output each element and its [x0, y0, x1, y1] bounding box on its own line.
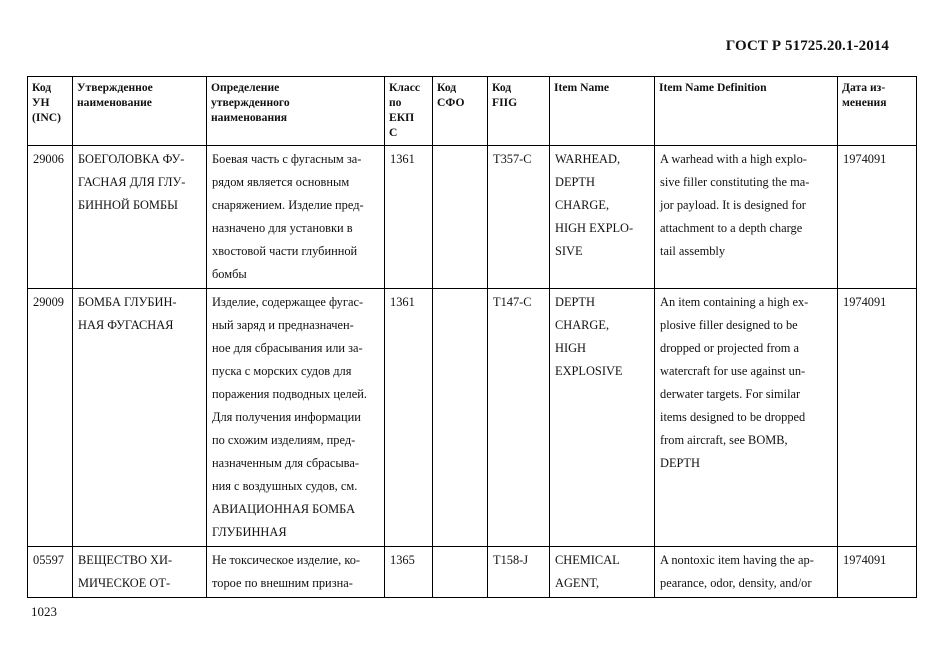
item-name-cell: DEPTH CHARGE, HIGH EXPLOSIVE: [550, 289, 655, 547]
item-def-cell: An item containing a high ex- plosive filler designed to be dropped or projected from a watercraft for use against un- derwater targets. For similar items designed to be dropped from aircraft, see BOMB, DEPTH: [655, 289, 838, 547]
name-ru-cell: ВЕЩЕСТВО ХИ- МИЧЕСКОЕ ОТ-: [73, 547, 207, 598]
col-item-def-header: Item Name Definition: [655, 77, 838, 146]
class-cell: 1365: [385, 547, 433, 598]
item-def-cell: A nontoxic item having the ap- pearance, odor, density, and/or: [655, 547, 838, 598]
item-name-cell: CHEMICAL AGENT,: [550, 547, 655, 598]
inc-cell: 29009: [28, 289, 73, 547]
name-ru-cell: БОМБА ГЛУБИН- НАЯ ФУГАСНАЯ: [73, 289, 207, 547]
col-class-header: Класс по ЕКП С: [385, 77, 433, 146]
definition-ru-cell: Боевая часть с фугасным за- рядом является основным снаряжением. Изделие пред- назначено для установки в хвостовой части глубинной бомбы: [207, 146, 385, 289]
date-cell: 1974091: [838, 146, 917, 289]
table-row: [28, 289, 917, 547]
item-name-cell: WARHEAD, DEPTH CHARGE, HIGH EXPLO- SIVE: [550, 146, 655, 289]
col-name-ru-header: Утвержденное наименование: [73, 77, 207, 146]
fiig-cell: T158-J: [488, 547, 550, 598]
name-ru-cell: БОЕГОЛОВКА ФУ- ГАСНАЯ ДЛЯ ГЛУ- БИННОЙ БОМБЫ: [73, 146, 207, 289]
sfo-cell: [433, 547, 488, 598]
definition-ru-cell: Изделие, содержащее фугас- ный заряд и предназначен- ное для сбрасывания или за- пуска с морских судов для поражения подводных целей. Для получения информации по схожим изделиям, пред- назначенным для сбрасыва- ния с воздушных судов, см. АВИАЦИОННАЯ БОМБА ГЛУБИННАЯ: [207, 289, 385, 547]
col-date-header: Дата из- менения: [838, 77, 917, 146]
page-number: 1023: [31, 604, 57, 619]
fiig-cell: T147-C: [488, 289, 550, 547]
date-cell: 1974091: [838, 547, 917, 598]
inc-cell: 29006: [28, 146, 73, 289]
standard-header: ГОСТ Р 51725.20.1-2014: [725, 38, 889, 54]
fiig-cell: T357-C: [488, 146, 550, 289]
table-row: [28, 547, 917, 598]
col-definition-ru-header: Определение утвержденного наименования: [207, 77, 385, 146]
sfo-cell: [433, 146, 488, 289]
inc-cell: 05597: [28, 547, 73, 598]
table-row: [28, 146, 917, 289]
definition-ru-cell: Не токсическое изделие, ко- торое по внешним призна-: [207, 547, 385, 598]
class-cell: 1361: [385, 146, 433, 289]
col-item-name-header: Item Name: [550, 77, 655, 146]
date-cell: 1974091: [838, 289, 917, 547]
class-cell: 1361: [385, 289, 433, 547]
col-fiig-header: Код FIIG: [488, 77, 550, 146]
item-def-cell: A warhead with a high explo- sive filler constituting the ma- jor payload. It is designed for attachment to a depth charge tail assembly: [655, 146, 838, 289]
catalog-table: [27, 76, 917, 598]
col-sfo-header: Код СФО: [433, 77, 488, 146]
sfo-cell: [433, 289, 488, 547]
table-header-row: [28, 77, 917, 146]
col-inc-header: Код УН (INC): [28, 77, 73, 146]
